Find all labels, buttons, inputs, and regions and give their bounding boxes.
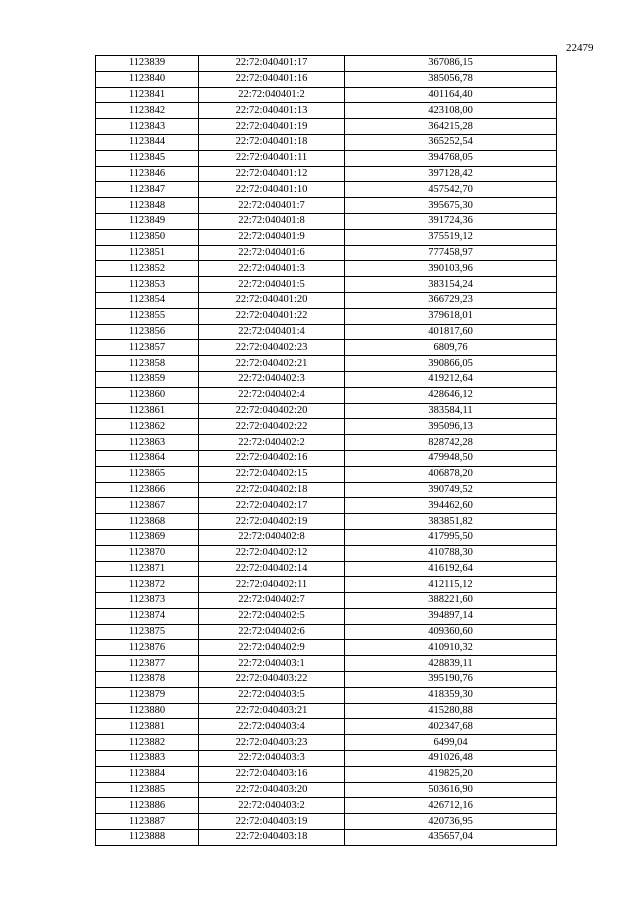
cadastral-number-cell: 22:72:040401:10 — [199, 182, 345, 198]
cadastral-number-cell: 22:72:040403:23 — [199, 735, 345, 751]
table-row — [96, 751, 557, 767]
record-number-cell: 1123876 — [96, 640, 199, 656]
record-number-cell: 1123847 — [96, 182, 199, 198]
table-row — [96, 577, 557, 593]
table-row — [96, 182, 557, 198]
cadastral-value-cell: 364215,28 — [345, 119, 557, 135]
cadastral-number-cell: 22:72:040402:23 — [199, 340, 345, 356]
table-row — [96, 687, 557, 703]
table-row — [96, 482, 557, 498]
cadastral-number-cell: 22:72:040402:20 — [199, 403, 345, 419]
cadastral-value-cell: 391724,36 — [345, 213, 557, 229]
record-number-cell: 1123867 — [96, 498, 199, 514]
cadastral-value-cell: 777458,97 — [345, 245, 557, 261]
table-row — [96, 514, 557, 530]
table-row — [96, 134, 557, 150]
cadastral-value-cell: 416192,64 — [345, 561, 557, 577]
cadastral-value-cell: 401164,40 — [345, 87, 557, 103]
table-row — [96, 624, 557, 640]
cadastral-number-cell: 22:72:040401:12 — [199, 166, 345, 182]
cadastral-number-cell: 22:72:040402:3 — [199, 371, 345, 387]
cadastral-value-cell: 410910,32 — [345, 640, 557, 656]
cadastral-number-cell: 22:72:040403:1 — [199, 656, 345, 672]
cadastral-value-cell: 6499,04 — [345, 735, 557, 751]
cadastral-number-cell: 22:72:040401:9 — [199, 229, 345, 245]
cadastral-value-cell: 503616,90 — [345, 782, 557, 798]
cadastral-value-cell: 390749,52 — [345, 482, 557, 498]
table-row — [96, 545, 557, 561]
record-number-cell: 1123888 — [96, 830, 199, 846]
cadastral-number-cell: 22:72:040401:6 — [199, 245, 345, 261]
record-number-cell: 1123874 — [96, 608, 199, 624]
cadastral-value-cell: 394768,05 — [345, 150, 557, 166]
record-number-cell: 1123845 — [96, 150, 199, 166]
cadastral-value-cell: 423108,00 — [345, 103, 557, 119]
cadastral-value-cell: 6809,76 — [345, 340, 557, 356]
cadastral-number-cell: 22:72:040403:18 — [199, 830, 345, 846]
cadastral-number-cell: 22:72:040402:9 — [199, 640, 345, 656]
cadastral-number-cell: 22:72:040401:4 — [199, 324, 345, 340]
cadastral-number-cell: 22:72:040403:22 — [199, 672, 345, 688]
cadastral-value-cell: 406878,20 — [345, 466, 557, 482]
cadastral-value-cell: 428839,11 — [345, 656, 557, 672]
record-number-cell: 1123883 — [96, 751, 199, 767]
table-row — [96, 561, 557, 577]
table-row — [96, 672, 557, 688]
record-number-cell: 1123851 — [96, 245, 199, 261]
record-number-cell: 1123877 — [96, 656, 199, 672]
cadastral-number-cell: 22:72:040401:20 — [199, 292, 345, 308]
cadastral-number-cell: 22:72:040401:11 — [199, 150, 345, 166]
table-row — [96, 403, 557, 419]
record-number-cell: 1123879 — [96, 687, 199, 703]
table-row — [96, 166, 557, 182]
cadastral-value-cell: 397128,42 — [345, 166, 557, 182]
table-row — [96, 229, 557, 245]
table-row — [96, 782, 557, 798]
record-number-cell: 1123857 — [96, 340, 199, 356]
cadastral-value-cell: 420736,95 — [345, 814, 557, 830]
cadastral-value-cell: 383851,82 — [345, 514, 557, 530]
cadastral-number-cell: 22:72:040402:15 — [199, 466, 345, 482]
table-row — [96, 735, 557, 751]
cadastral-value-cell: 394462,60 — [345, 498, 557, 514]
cadastral-number-cell: 22:72:040401:19 — [199, 119, 345, 135]
cadastral-number-cell: 22:72:040401:13 — [199, 103, 345, 119]
record-number-cell: 1123844 — [96, 134, 199, 150]
table-row — [96, 292, 557, 308]
cadastral-number-cell: 22:72:040402:22 — [199, 419, 345, 435]
table-row — [96, 814, 557, 830]
table-row — [96, 277, 557, 293]
cadastral-value-cell: 401817,60 — [345, 324, 557, 340]
cadastral-number-cell: 22:72:040402:14 — [199, 561, 345, 577]
cadastral-number-cell: 22:72:040402:19 — [199, 514, 345, 530]
cadastral-value-cell: 388221,60 — [345, 593, 557, 609]
table-row — [96, 356, 557, 372]
record-number-cell: 1123855 — [96, 308, 199, 324]
cadastral-number-cell: 22:72:040401:3 — [199, 261, 345, 277]
record-number-cell: 1123871 — [96, 561, 199, 577]
cadastral-number-cell: 22:72:040402:8 — [199, 529, 345, 545]
record-number-cell: 1123850 — [96, 229, 199, 245]
cadastral-value-cell: 419212,64 — [345, 371, 557, 387]
record-number-cell: 1123843 — [96, 119, 199, 135]
record-number-cell: 1123849 — [96, 213, 199, 229]
cadastral-number-cell: 22:72:040403:4 — [199, 719, 345, 735]
cadastral-value-cell: 828742,28 — [345, 435, 557, 451]
cadastral-number-cell: 22:72:040402:4 — [199, 387, 345, 403]
record-number-cell: 1123866 — [96, 482, 199, 498]
record-number-cell: 1123848 — [96, 198, 199, 214]
table-row — [96, 71, 557, 87]
cadastral-number-cell: 22:72:040402:7 — [199, 593, 345, 609]
cadastral-number-cell: 22:72:040402:2 — [199, 435, 345, 451]
table-row — [96, 435, 557, 451]
cadastral-number-cell: 22:72:040402:12 — [199, 545, 345, 561]
cadastral-number-cell: 22:72:040403:3 — [199, 751, 345, 767]
cadastral-number-cell: 22:72:040402:21 — [199, 356, 345, 372]
record-number-cell: 1123884 — [96, 766, 199, 782]
cadastral-number-cell: 22:72:040402:18 — [199, 482, 345, 498]
cadastral-value-cell: 395675,30 — [345, 198, 557, 214]
table-row — [96, 87, 557, 103]
cadastral-number-cell: 22:72:040403:2 — [199, 798, 345, 814]
cadastral-number-cell: 22:72:040401:7 — [199, 198, 345, 214]
cadastral-value-cell: 366729,23 — [345, 292, 557, 308]
cadastral-number-cell: 22:72:040403:19 — [199, 814, 345, 830]
table-row — [96, 450, 557, 466]
record-number-cell: 1123861 — [96, 403, 199, 419]
cadastral-value-cell: 395190,76 — [345, 672, 557, 688]
cadastral-value-cell: 402347,68 — [345, 719, 557, 735]
table-row — [96, 103, 557, 119]
cadastral-value-cell: 367086,15 — [345, 56, 557, 72]
record-number-cell: 1123858 — [96, 356, 199, 372]
cadastral-value-cell: 491026,48 — [345, 751, 557, 767]
cadastral-value-cell: 479948,50 — [345, 450, 557, 466]
table-body — [96, 56, 557, 846]
cadastral-number-cell: 22:72:040402:17 — [199, 498, 345, 514]
table-row — [96, 656, 557, 672]
table-row — [96, 466, 557, 482]
record-number-cell: 1123887 — [96, 814, 199, 830]
cadastral-number-cell: 22:72:040401:17 — [199, 56, 345, 72]
record-number-cell: 1123860 — [96, 387, 199, 403]
table-row — [96, 56, 557, 72]
table-row — [96, 150, 557, 166]
cadastral-value-cell: 390103,96 — [345, 261, 557, 277]
cadastral-value-cell: 395096,13 — [345, 419, 557, 435]
record-number-cell: 1123872 — [96, 577, 199, 593]
table-row — [96, 798, 557, 814]
record-number-cell: 1123881 — [96, 719, 199, 735]
cadastral-number-cell: 22:72:040401:5 — [199, 277, 345, 293]
record-number-cell: 1123841 — [96, 87, 199, 103]
cadastral-value-cell: 457542,70 — [345, 182, 557, 198]
cadastral-value-cell: 410788,30 — [345, 545, 557, 561]
record-number-cell: 1123854 — [96, 292, 199, 308]
record-number-cell: 1123840 — [96, 71, 199, 87]
cadastral-value-cell: 379618,01 — [345, 308, 557, 324]
table-row — [96, 119, 557, 135]
cadastral-value-cell: 385056,78 — [345, 71, 557, 87]
cadastral-value-cell: 383154,24 — [345, 277, 557, 293]
table-row — [96, 498, 557, 514]
cadastral-value-cell: 428646,12 — [345, 387, 557, 403]
record-number-cell: 1123873 — [96, 593, 199, 609]
record-number-cell: 1123869 — [96, 529, 199, 545]
record-number-cell: 1123846 — [96, 166, 199, 182]
cadastral-number-cell: 22:72:040401:22 — [199, 308, 345, 324]
record-number-cell: 1123885 — [96, 782, 199, 798]
table-row — [96, 529, 557, 545]
record-number-cell: 1123839 — [96, 56, 199, 72]
cadastral-number-cell: 22:72:040402:6 — [199, 624, 345, 640]
record-number-cell: 1123853 — [96, 277, 199, 293]
cadastral-number-cell: 22:72:040402:16 — [199, 450, 345, 466]
cadastral-number-cell: 22:72:040403:16 — [199, 766, 345, 782]
table-row — [96, 703, 557, 719]
record-number-cell: 1123842 — [96, 103, 199, 119]
cadastral-number-cell: 22:72:040403:5 — [199, 687, 345, 703]
table-row — [96, 387, 557, 403]
record-number-cell: 1123882 — [96, 735, 199, 751]
record-number-cell: 1123880 — [96, 703, 199, 719]
record-number-cell: 1123870 — [96, 545, 199, 561]
table-row — [96, 213, 557, 229]
page-number: 22479 — [566, 42, 594, 54]
record-number-cell: 1123875 — [96, 624, 199, 640]
record-number-cell: 1123863 — [96, 435, 199, 451]
cadastral-value-cell: 415280,88 — [345, 703, 557, 719]
cadastral-value-table — [95, 55, 557, 846]
record-number-cell: 1123859 — [96, 371, 199, 387]
cadastral-value-cell: 383584,11 — [345, 403, 557, 419]
table-row — [96, 245, 557, 261]
cadastral-value-cell: 418359,30 — [345, 687, 557, 703]
record-number-cell: 1123862 — [96, 419, 199, 435]
cadastral-number-cell: 22:72:040403:20 — [199, 782, 345, 798]
cadastral-value-cell: 365252,54 — [345, 134, 557, 150]
record-number-cell: 1123852 — [96, 261, 199, 277]
cadastral-value-cell: 419825,20 — [345, 766, 557, 782]
cadastral-number-cell: 22:72:040401:16 — [199, 71, 345, 87]
record-number-cell: 1123856 — [96, 324, 199, 340]
cadastral-number-cell: 22:72:040401:2 — [199, 87, 345, 103]
cadastral-value-cell: 375519,12 — [345, 229, 557, 245]
table-row — [96, 261, 557, 277]
cadastral-value-cell: 426712,16 — [345, 798, 557, 814]
cadastral-number-cell: 22:72:040402:5 — [199, 608, 345, 624]
cadastral-number-cell: 22:72:040401:18 — [199, 134, 345, 150]
table-row — [96, 640, 557, 656]
table-row — [96, 324, 557, 340]
cadastral-value-cell: 435657,04 — [345, 830, 557, 846]
table-row — [96, 719, 557, 735]
table-row — [96, 830, 557, 846]
cadastral-value-cell: 390866,05 — [345, 356, 557, 372]
table-row — [96, 308, 557, 324]
table-row — [96, 371, 557, 387]
cadastral-number-cell: 22:72:040401:8 — [199, 213, 345, 229]
table-row — [96, 593, 557, 609]
cadastral-value-cell: 417995,50 — [345, 529, 557, 545]
cadastral-value-cell: 394897,14 — [345, 608, 557, 624]
record-number-cell: 1123878 — [96, 672, 199, 688]
table-row — [96, 419, 557, 435]
cadastral-value-cell: 412115,12 — [345, 577, 557, 593]
table-row — [96, 340, 557, 356]
table-row — [96, 198, 557, 214]
table-row — [96, 766, 557, 782]
table-row — [96, 608, 557, 624]
cadastral-value-cell: 409360,60 — [345, 624, 557, 640]
record-number-cell: 1123886 — [96, 798, 199, 814]
cadastral-number-cell: 22:72:040403:21 — [199, 703, 345, 719]
record-number-cell: 1123865 — [96, 466, 199, 482]
record-number-cell: 1123868 — [96, 514, 199, 530]
cadastral-number-cell: 22:72:040402:11 — [199, 577, 345, 593]
record-number-cell: 1123864 — [96, 450, 199, 466]
